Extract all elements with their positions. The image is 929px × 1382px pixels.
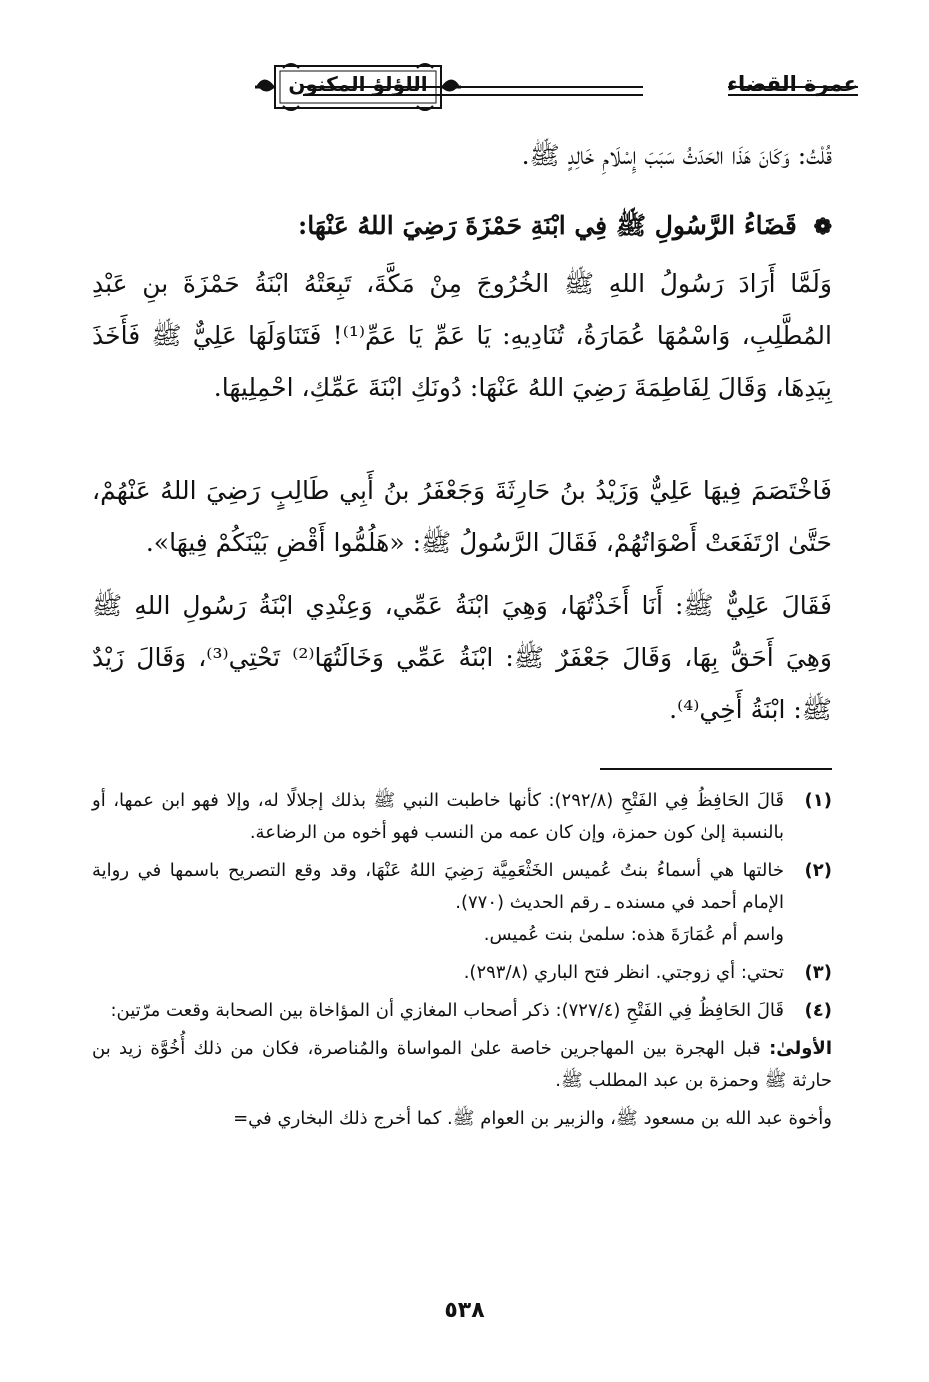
footnote-text: قَالَ الحَافِظُ فِي الفَتْحِ (٧٢٧/٤): ذكر أصحاب المغازي أن المؤاخاة بين الصحابة وقعت مرّتين: [110,1000,784,1021]
flower-bullet-icon: ❁ [813,214,832,240]
footnote-label: الأولىٰ: [769,1038,832,1059]
paragraph-2-text: وَلَمَّا أَرَادَ رَسُولُ اللهِ ﷺ الخُرُوجَ مِنْ مَكَّةَ، تَبِعَتْهُ ابْنَةُ حَمْزَةَ بنِ عَبْدِ المُطَّلِبِ، وَاسْمُهَا عُمَارَةُ، تُنَادِيهِ: يَا عَمِّ يَا عَمِّ⁽¹⁾! فَتَنَاوَلَهَا عَلِيٌّ ﷺ فَأَخَذَ بِيَدِهَا، وَقَالَ لِفَاطِمَةَ رَضِيَ اللهُ عَنْهَا: دُونَكِ ابْنَةَ عَمِّكِ، احْمِلِيهَا. [92,269,832,402]
footnote-text: تحتي: أي زوجتي. انظر فتح الباري (٢٩٣/٨). [463,962,784,983]
section-title: عمرة القضاء [727,72,858,96]
book-title-badge [253,58,463,116]
footnote-text: خالتها هي أسماءُ بنتُ عُميس الخَثْعَمِيَّة رَضِيَ اللهُ عَنْهَا، وقد وقع التصريح باسمها في رواية الإمام أحمد في مسنده ـ رقم الحديث (٧٧٠). [92,860,784,913]
footnote-2 [92,855,832,951]
footnote-extra: واسم أم عُمَارَةَ هذه: سلمىٰ بنت عُميس. [483,924,784,945]
footnote-3 [92,957,832,989]
footnote-number: (٢) [804,860,832,881]
page-number: ٥٣٨ [444,1298,485,1323]
opening-sentence: قُلْتُ: وَكَانَ هَذَا الحَدَثُ سَبَبَ إِسْلَامِ خَالِدٍ ﷺ. [521,141,832,170]
paragraph-2 [92,258,832,414]
footnote-continuation-text: قبل الهجرة بين المهاجرين خاصة علىٰ المواساة والمُناصرة، فكان من ذلك أُخُوَّة زيد بن حارثة ﷺ وحمزة بن عبد المطلب ﷺ. [92,1038,832,1091]
footnote-continuation-text-2: وأخوة عبد الله بن مسعود ﷺ، والزبير بن العوام ﷺ. كما أخرج ذلك البخاري في= [233,1108,832,1129]
section-heading [298,204,832,249]
footnote-number: (٣) [804,962,832,983]
paragraph-4-text: فَقَالَ عَلِيٌّ ﷺ: أَنَا أَخَذْتُهَا، وَهِيَ ابْنَةُ عَمِّي، وَعِنْدِي ابْنَةُ رَسُولِ اللهِ ﷺ وَهِيَ أَحَقُّ بِهَا، وَقَالَ جَعْفَرٌ ﷺ: ابْنَةُ عَمِّي وَخَالَتُهَا⁽²⁾ تَحْتِي⁽³⁾، وَقَالَ زَيْدٌ ﷺ: ابْنَةُ أَخِي⁽⁴⁾. [92,591,832,724]
footnote-number: (١) [804,790,832,811]
body-line-1 [92,130,832,182]
section-heading-text: قَضَاءُ الرَّسُولِ ﷺ فِي ابْنَةِ حَمْزَةَ رَضِيَ اللهُ عَنْهَا: [297,211,797,240]
footnote-4-first [92,1033,832,1097]
paragraph-3 [92,465,832,569]
footnote-number: (٤) [804,1000,832,1021]
footnote-separator [600,768,832,770]
footnote-1 [92,785,832,849]
header-rule-left [728,86,858,96]
footnotes [92,785,832,1141]
book-title: اللؤلؤ المكنون [288,72,428,96]
footnote-4-second [92,1103,832,1135]
running-header [78,58,858,118]
paragraph-4 [92,580,832,736]
paragraph-3-text: فَاخْتَصَمَ فِيهَا عَلِيٌّ وَزَيْدُ بنُ حَارِثَةَ وَجَعْفَرُ بنُ أَبِي طَالِبٍ رَضِيَ اللهُ عَنْهُمْ، حَتَّىٰ ارْتَفَعَتْ أَصْوَاتُهُمْ، فَقَالَ الرَّسُولُ ﷺ: «هَلُمُّوا أَقْضِ بَيْنَكُمْ فِيهَا». [92,476,832,557]
footnote-4 [92,995,832,1027]
footnote-text: قَالَ الحَافِظُ فِي الفَتْحِ (٢٩٢/٨): كأنها خاطبت النبي ﷺ بذلك إجلالًا له، وإلا فهو ابن عمها، أو بالنسبة إلىٰ كون حمزة، وإن كان عمه من النسب فهو أخوه من الرضاعة. [92,790,784,843]
